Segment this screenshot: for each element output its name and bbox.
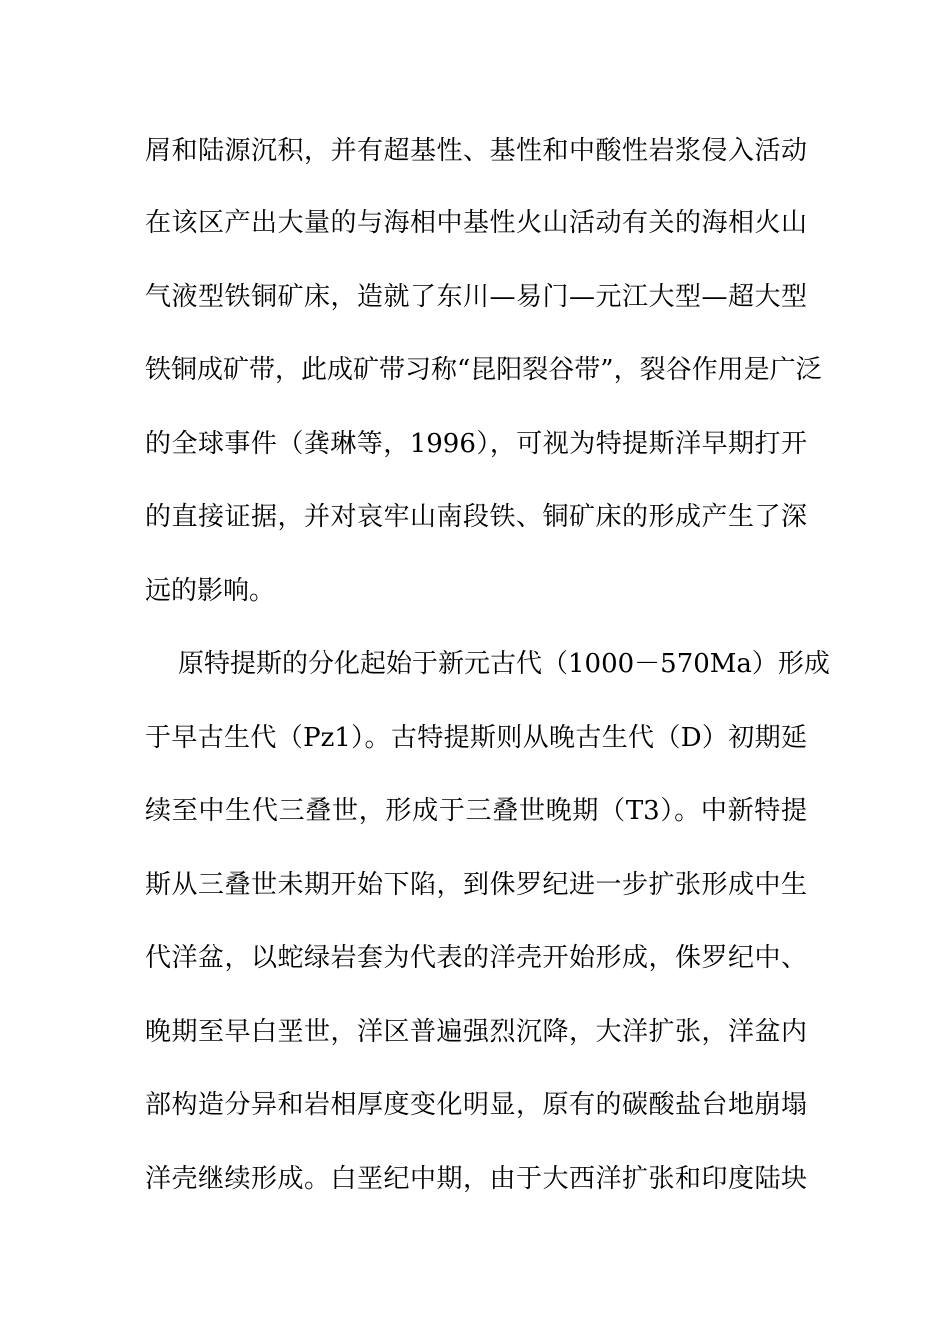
paragraph-2-line-2: 于早古生代（Pz1）。古特提斯则从晚古生代（D）初期延 <box>145 723 807 753</box>
paragraph-2-line-4: 斯从三叠世未期开始下陷，到侏罗纪进一步扩张形成中生 <box>145 870 807 900</box>
paragraph-1-line-4: 铁铜成矿带，此成矿带习称“昆阳裂谷带”，裂谷作用是广泛 <box>145 355 822 385</box>
paragraph-1-line-2: 在该区产出大量的与海相中基性火山活动有关的海相火山 <box>145 208 807 238</box>
paragraph-1-line-6: 的直接证据，并对哀牢山南段铁、铜矿床的形成产生了深 <box>145 502 807 532</box>
paragraph-1-line-7: 远的影响。 <box>145 576 276 606</box>
paragraph-2-line-1: 原特提斯的分化起始于新元古代（1000－570Ma）形成 <box>178 649 830 679</box>
paragraph-2-line-7: 部构造分异和岩相厚度变化明显，原有的碳酸盐台地崩塌 <box>145 1090 807 1120</box>
paragraph-1-line-5: 的全球事件（龚琳等，1996），可视为特提斯洋早期打开 <box>145 429 807 459</box>
paragraph-1-line-1: 屑和陆源沉积，并有超基性、基性和中酸性岩浆侵入活动 <box>145 136 807 166</box>
paragraph-2-line-3: 续至中生代三叠世，形成于三叠世晚期（T3）。中新特提 <box>145 796 807 826</box>
paragraph-2-line-5: 代洋盆，以蛇绿岩套为代表的洋壳开始形成，侏罗纪中、 <box>145 943 807 973</box>
paragraph-1-line-3: 气液型铁铜矿床，造就了东川—易门—元江大型—超大型 <box>145 282 807 312</box>
paragraph-2-line-6: 晚期至早白垩世，洋区普遍强烈沉降，大洋扩张，洋盆内 <box>145 1017 807 1047</box>
paragraph-2-line-8: 洋壳继续形成。白垩纪中期，由于大西洋扩张和印度陆块 <box>145 1164 807 1194</box>
